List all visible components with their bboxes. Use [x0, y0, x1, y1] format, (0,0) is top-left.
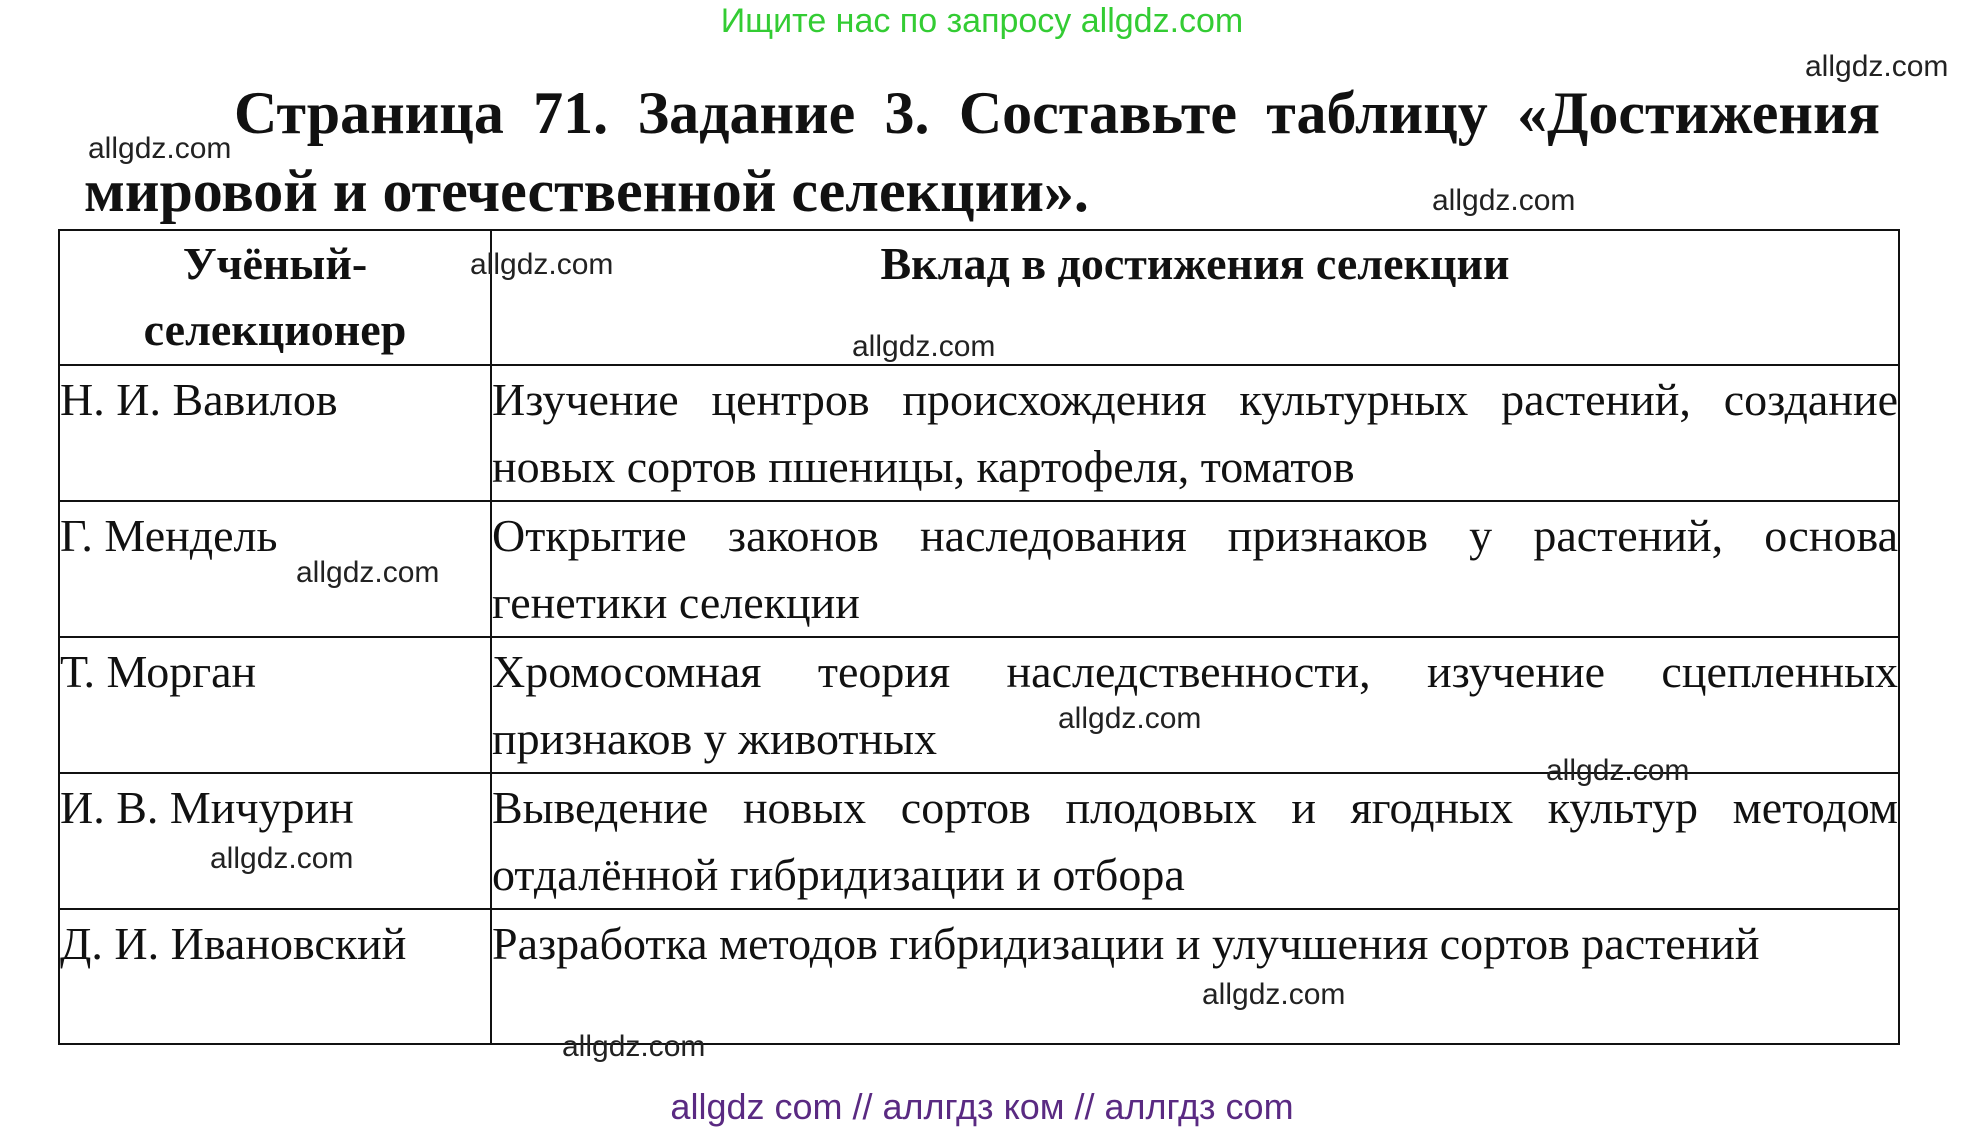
watermark: allgdz.com [852, 330, 996, 363]
table-row [59, 909, 1899, 1044]
contribution-cell: Открытие законов наследования признаков у растений, основа генетики селекции [491, 501, 1899, 637]
scientist-cell: И. В. Мичурин [59, 773, 491, 909]
contribution-cell: Хромосомная теория наследственности, изучение сцепленных признаков у животных [491, 637, 1899, 773]
watermark: allgdz.com [562, 1030, 706, 1063]
header-scientist: Учёный-селекционер [59, 230, 491, 365]
table-row [59, 637, 1899, 773]
watermark: allgdz.com [1432, 184, 1576, 217]
top-banner: Ищите нас по запросу allgdz.com [720, 2, 1244, 40]
table-row [59, 365, 1899, 501]
title-line-2: мировой и отечественной селекции». [84, 158, 1089, 224]
scientist-cell: Т. Морган [59, 637, 491, 773]
watermark: allgdz.com [1805, 50, 1949, 83]
page-title [84, 74, 1880, 230]
watermark: allgdz.com [1058, 702, 1202, 735]
watermark: allgdz.com [88, 132, 232, 165]
watermark: allgdz.com [1546, 754, 1690, 787]
contribution-cell: Изучение центров происхождения культурных растений, создание новых сортов пшеницы, картофеля, томатов [491, 365, 1899, 501]
bottom-banner: allgdz com // аллгдз ком // аллгдз com [670, 1086, 1294, 1127]
watermark: allgdz.com [1202, 978, 1346, 1011]
scientist-cell: Г. Мендель [59, 501, 491, 637]
table-row [59, 773, 1899, 909]
header-contribution: Вклад в достижения селекции [491, 230, 1899, 365]
watermark: allgdz.com [210, 842, 354, 875]
title-line-1: Страница 71. Задание 3. Составьте таблицу «Достижения [234, 80, 1880, 146]
watermark: allgdz.com [296, 556, 440, 589]
scientist-cell: Д. И. Ивановский [59, 909, 491, 1044]
contribution-cell: Выведение новых сортов плодовых и ягодных культур методом отдалённой гибридизации и отбора [491, 773, 1899, 909]
watermark: allgdz.com [470, 248, 614, 281]
contribution-cell: Разработка методов гибридизации и улучшения сортов растений [491, 909, 1899, 1044]
scientist-cell: Н. И. Вавилов [59, 365, 491, 501]
